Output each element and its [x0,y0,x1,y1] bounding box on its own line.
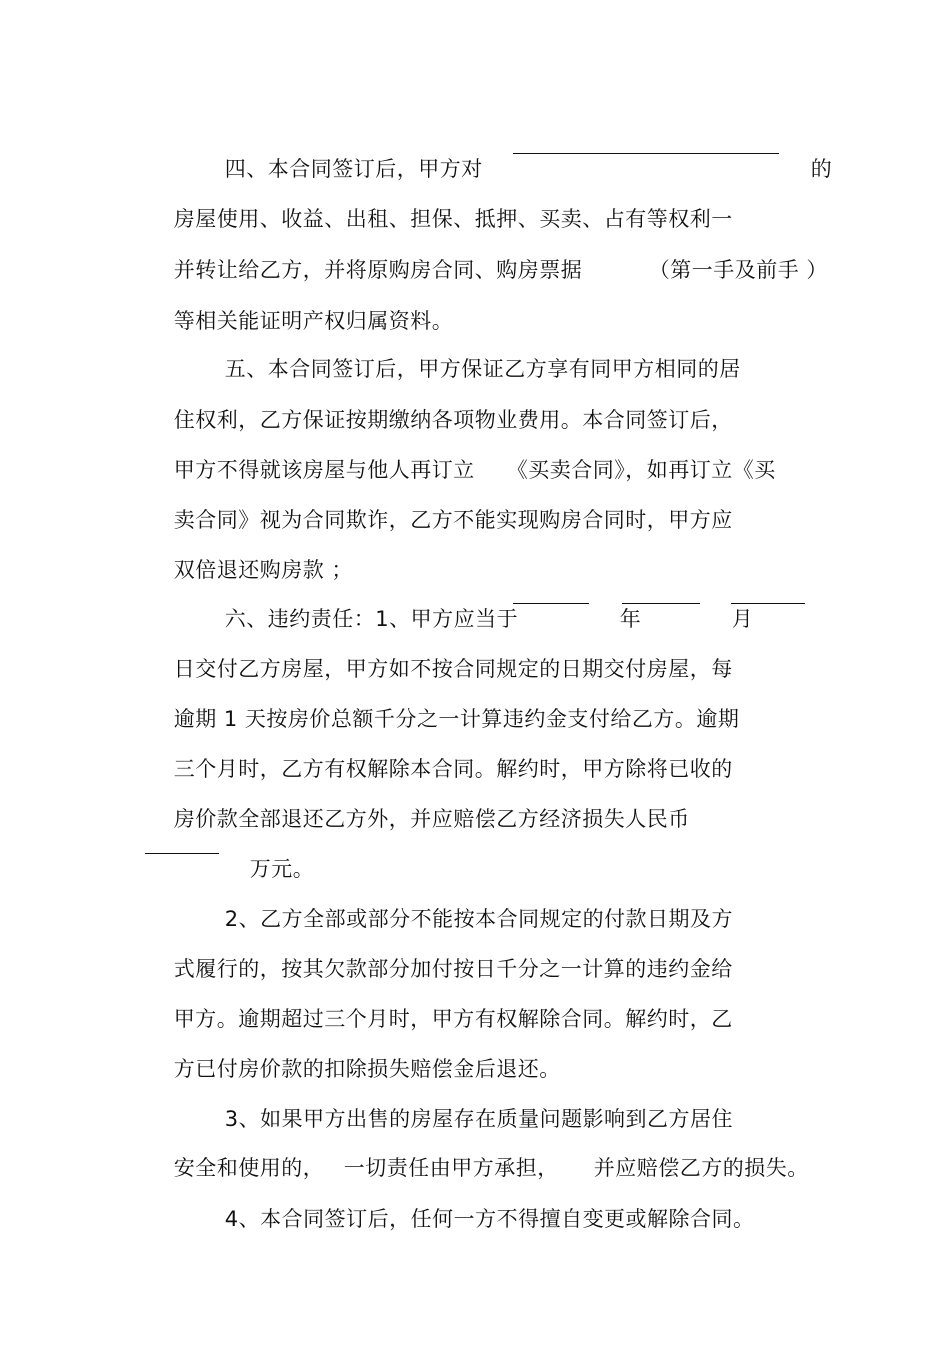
item3-line2c: 并应赔偿乙方的损失。 [593,1156,809,1180]
para6-line4: 三个月时，乙方有权解除本合同。解约时，甲方除将已收的 [173,757,733,781]
para6-line2: 日交付乙方房屋，甲方如不按合同规定的日期交付房屋，每 [173,657,733,681]
para4-line1-suffix: 的 [810,157,833,181]
amount-blank [145,833,219,854]
para5-line4: 卖合同》视为合同欺诈，乙方不能实现购房合同时，甲方应 [173,508,733,532]
para6-line6: 万元。 [249,857,315,881]
month-blank [622,583,700,604]
item3-line2b: 一切责任由甲方承担， [343,1156,559,1180]
para4-line3b: （第一手及前手 ） [648,258,828,282]
para5-line5: 双倍退还购房款 ； [173,558,353,582]
para4-line2: 房屋使用、收益、出租、担保、抵押、买卖、占有等权利一 [173,207,733,231]
para4-text: 四、本合同签订后，甲方对 [224,157,483,181]
year-label: 年 [619,607,642,631]
year-blank [513,583,589,604]
para4-line3a: 并转让给乙方，并将原购房合同、购房票据 [173,258,583,282]
property-blank [513,133,779,154]
item2-line3: 甲方。逾期超过三个月时，甲方有权解除合同。解约时，乙 [173,1007,733,1031]
item2-line2: 式履行的，按其欠款部分加付按日千分之一计算的违约金给 [173,957,733,981]
para5-line3b: 《买卖合同》，如再订立《买 [506,458,776,482]
para5-line1: 五、本合同签订后，甲方保证乙方享有同甲方相同的居 [224,357,741,381]
item2-line1: 2、乙方全部或部分不能按本合同规定的付款日期及方 [224,907,734,931]
item4-line1: 4、本合同签订后，任何一方不得擅自变更或解除合同。 [224,1207,755,1231]
para6-line1: 六、违约责任：1、甲方应当于 [224,607,519,631]
day-blank [731,583,805,604]
month-label: 月 [731,607,754,631]
para4-line4: 等相关能证明产权归属资料。 [173,309,454,333]
para5-line2: 住权利，乙方保证按期缴纳各项物业费用。本合同签订后， [173,408,733,432]
item3-line2a: 安全和使用的， [173,1156,325,1180]
item2-line4: 方已付房价款的扣除损失赔偿金后退还。 [173,1057,561,1081]
item3-line1: 3、如果甲方出售的房屋存在质量问题影响到乙方居住 [224,1107,734,1131]
para6-line5: 房价款全部退还乙方外，并应赔偿乙方经济损失人民币 [173,807,690,831]
para6-line3: 逾期 1 天按房价总额千分之一计算违约金支付给乙方。逾期 [173,707,740,731]
para5-line3a: 甲方不得就该房屋与他人再订立 [173,458,475,482]
